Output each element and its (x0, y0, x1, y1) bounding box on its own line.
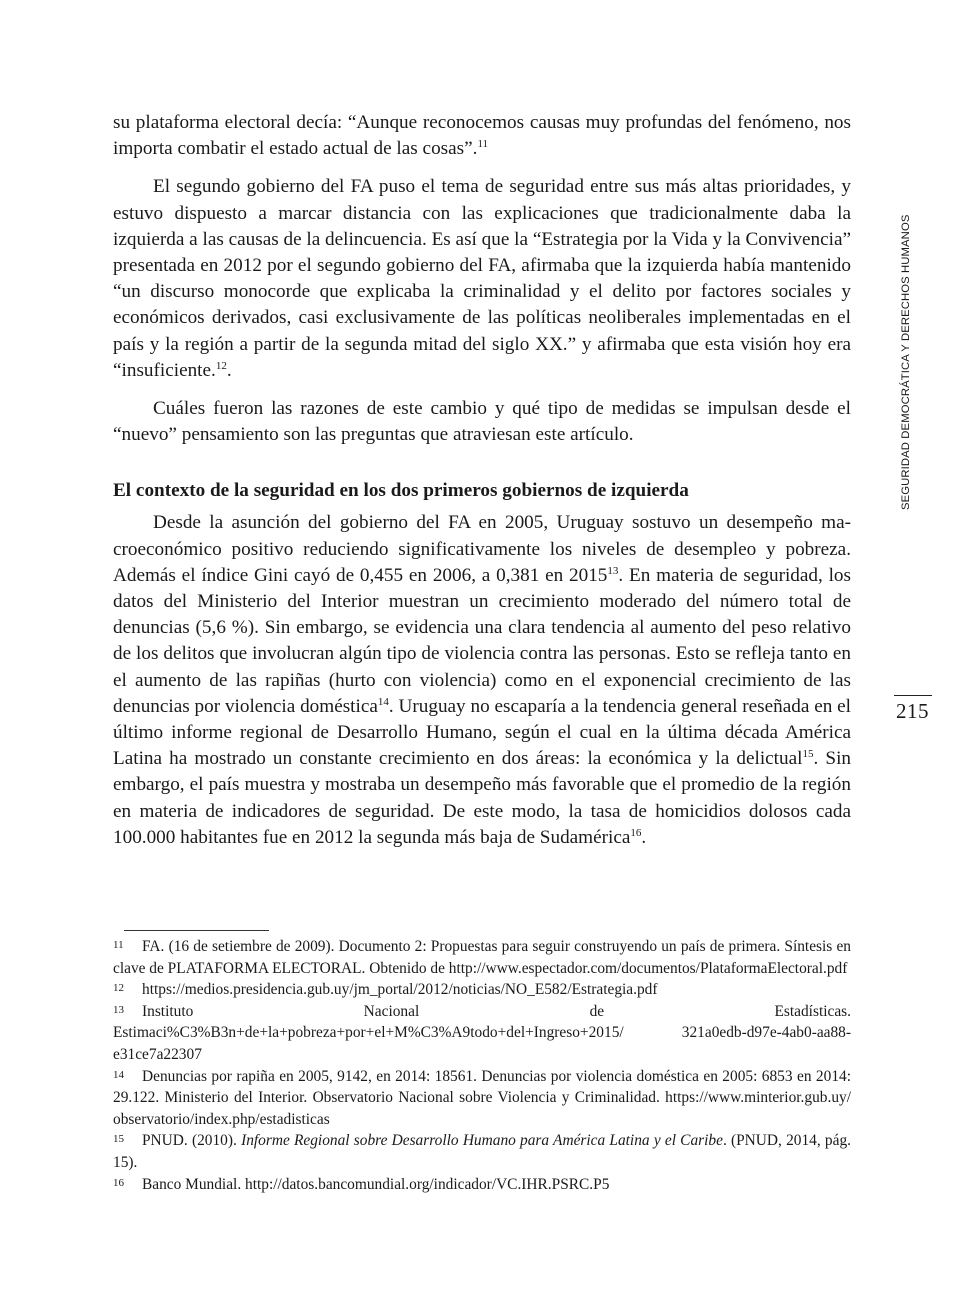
main-text (113, 110, 851, 851)
running-title: SEGURIDAD DEMOCRÁTICA Y DERECHOS HUMANOS (900, 214, 912, 510)
page-number-rule (894, 695, 932, 696)
footnote-ref-11[interactable]: 11 (477, 138, 489, 151)
footnote-ref-16[interactable]: 16 (630, 826, 642, 839)
footnote-link[interactable]: https://medios.presidencia.gub.uy/jm_portal/2012/noticias/NO_E582/Estrategia.pdf (142, 981, 658, 999)
section-heading: El contexto de la seguridad en los dos primeros gobiernos de izquierda (113, 480, 689, 502)
paragraph-text: Cuáles fueron las razones de este cambio y qué tipo de medidas se impulsan desde el “nuevo” pensamiento son las preguntas que atraviesan este artículo. (113, 398, 851, 446)
footnote-text: FA. (16 de setiembre de 2009). Documento 2: Propuestas para seguir construyendo un país de primera. Síntesis en clave de PLATAFORMA ELECTORAL. Obtenido de http://www.espectador.com/documentos/PlataformaElectoral.pdf (113, 938, 851, 977)
paragraph-4 (113, 510, 851, 851)
paragraph-text: . En materia de seguridad, los datos del Ministerio del Interior muestran un crecimiento moderado del número total de denuncias (5,6 %). Sin embargo, se evidencia una clara tendencia al aumento del peso relativo de los delitos que involucran algún tipo de violencia contra las personas. Esto se refleja tanto en el aumento de las rapiñas (hurto con violencia) como en el exponencial crecimiento de las denuncias por violencia doméstica (113, 564, 851, 717)
footnote-11: 11 FA. (16 de setiembre de 2009). Documento 2: Propuestas para seguir construyendo un país de primera. Síntesis en clave de PLATAFORMA ELECTORAL. Obtenido de http://www.espectador.com/documentos/PlataformaElectoral.pdf (113, 938, 851, 977)
footnote-italic-title: Informe Regional sobre Desarrollo Humano para América Latina y el Caribe (241, 1132, 723, 1150)
paragraph-text: . (641, 826, 647, 848)
footnote-divider (124, 930, 269, 931)
footnote-text: Denuncias por rapiña en 2005, 9142, en 2014: 18561. Denuncias por violencia doméstica en 2005: 6853 en 2014: 29.122. Ministerio del Interior. Observatorio Nacional sobre Violencia y Criminalidad. https://www.minterior.gub.uy/ observatorio/index.php/estadisticas (113, 1067, 851, 1128)
footnote-text: PNUD. (2010). (142, 1132, 242, 1150)
footnote-14: 14 Denuncias por rapiña en 2005, 9142, en 2014: 18561. Denuncias por violencia doméstica en 2005: 6853 en 2014: 29.122. Ministerio del Interior. Observatorio Nacional sobre Violencia y Criminalidad. https://www.minterior.gub.uy/ observatorio/index.php/estadisticas (113, 1067, 851, 1128)
paragraph-text: su plataforma electoral decía: “Aunque reconocemos causas muy profundas del fenómeno, nos importa combatir el estado actual de las cosas”. (113, 112, 851, 160)
footnote-ref-12[interactable]: 12 (215, 359, 227, 372)
paragraph-text: El segundo gobierno del FA puso el tema de seguridad entre sus más altas prioridades, y estuvo dispuesto a marcar distancia con las explicaciones que tradicionalmente daba la izquierda a las causas de la delincuencia. Es así que la “Estrategia por la Vida y la Convivencia” presentada en 2012 por el segundo gobierno del FA, afirmaba que la izquierda había mantenido “un discurso monocorde que explicaba la criminalidad y el delito por factores sociales y económicos derivados, casi exclusivamente de las políticas neoliberales implementadas en el país y la región a partir de la segunda mitad del siglo XX.” y afirmaba que esta visión hoy era “insuficiente. (113, 176, 851, 381)
footnotes (113, 936, 851, 1195)
footnote-12: 12 https://medios.presidencia.gub.uy/jm_portal/2012/noticias/NO_E582/Estrategia.pdf (113, 981, 658, 999)
footnote-ref-14[interactable]: 14 (377, 695, 389, 708)
footnote-15: 15 PNUD. (2010). Informe Regional sobre Desarrollo Humano para América Latina y el Caribe. (PNUD, 2014, pág. 15). (113, 1132, 851, 1171)
paragraph-text: Desde la asunción del gobierno del FA en 2005, Uruguay sostuvo un desempeño macroeconómico positivo reduciendo significativamente los niveles de desempleo y pobreza. Además el índice Gini cayó de 0,455 en 2006, a 0,381 en 2015 (113, 512, 851, 586)
footnote-ref-13[interactable]: 13 (607, 564, 619, 577)
footnote-16: 16 Banco Mundial. http://datos.bancomundial.org/indicador/VC.IHR.PSRC.P5 (113, 1175, 610, 1193)
footnote-text: . (PNUD, 2014, pág. 15). (113, 1132, 851, 1171)
paragraph-text: . (226, 359, 232, 381)
paragraph-3 (113, 396, 851, 448)
footnote-text: Banco Mundial. http://datos.bancomundial.org/indicador/VC.IHR.PSRC.P5 (142, 1175, 610, 1193)
paragraph-2 (113, 174, 851, 384)
paragraph-text: . Sin embargo, el país muestra y mostraba un desempeño más favorable que el promedio de la región en materia de indicadores de seguridad. De este modo, la tasa de homicidios dolosos cada 100.000 habitantes fue en 2012 la segunda más baja de Sudamérica (113, 748, 851, 848)
footnote-13: 13 Instituto Nacional de Estadísticas. Estimaci%C3%B3n+de+la+pobreza+por+el+M%C3%A9todo+del+Ingreso+2015/ 321a0edb-d97e-4ab0-aa88-e31ce7a22307 (113, 1002, 851, 1063)
page-number: 215 (896, 699, 929, 723)
paragraph-1 (113, 110, 851, 162)
paragraph-text: . Uruguay no escaparía a la tendencia general reseñada en el último informe regional de Desarrollo Humano, según el cual en la última década América Latina ha mostrado un constante crecimiento en dos áreas: la económica y la delictual (113, 695, 851, 770)
footnote-ref-15[interactable]: 15 (802, 748, 814, 761)
footnote-text: Instituto Nacional de Estadísticas. Estimaci%C3%B3n+de+la+pobreza+por+el+M%C3%A9todo+del+Ingreso+2015/ 321a0edb-d97e-4ab0-aa88-e31ce7a22307 (113, 1002, 851, 1063)
